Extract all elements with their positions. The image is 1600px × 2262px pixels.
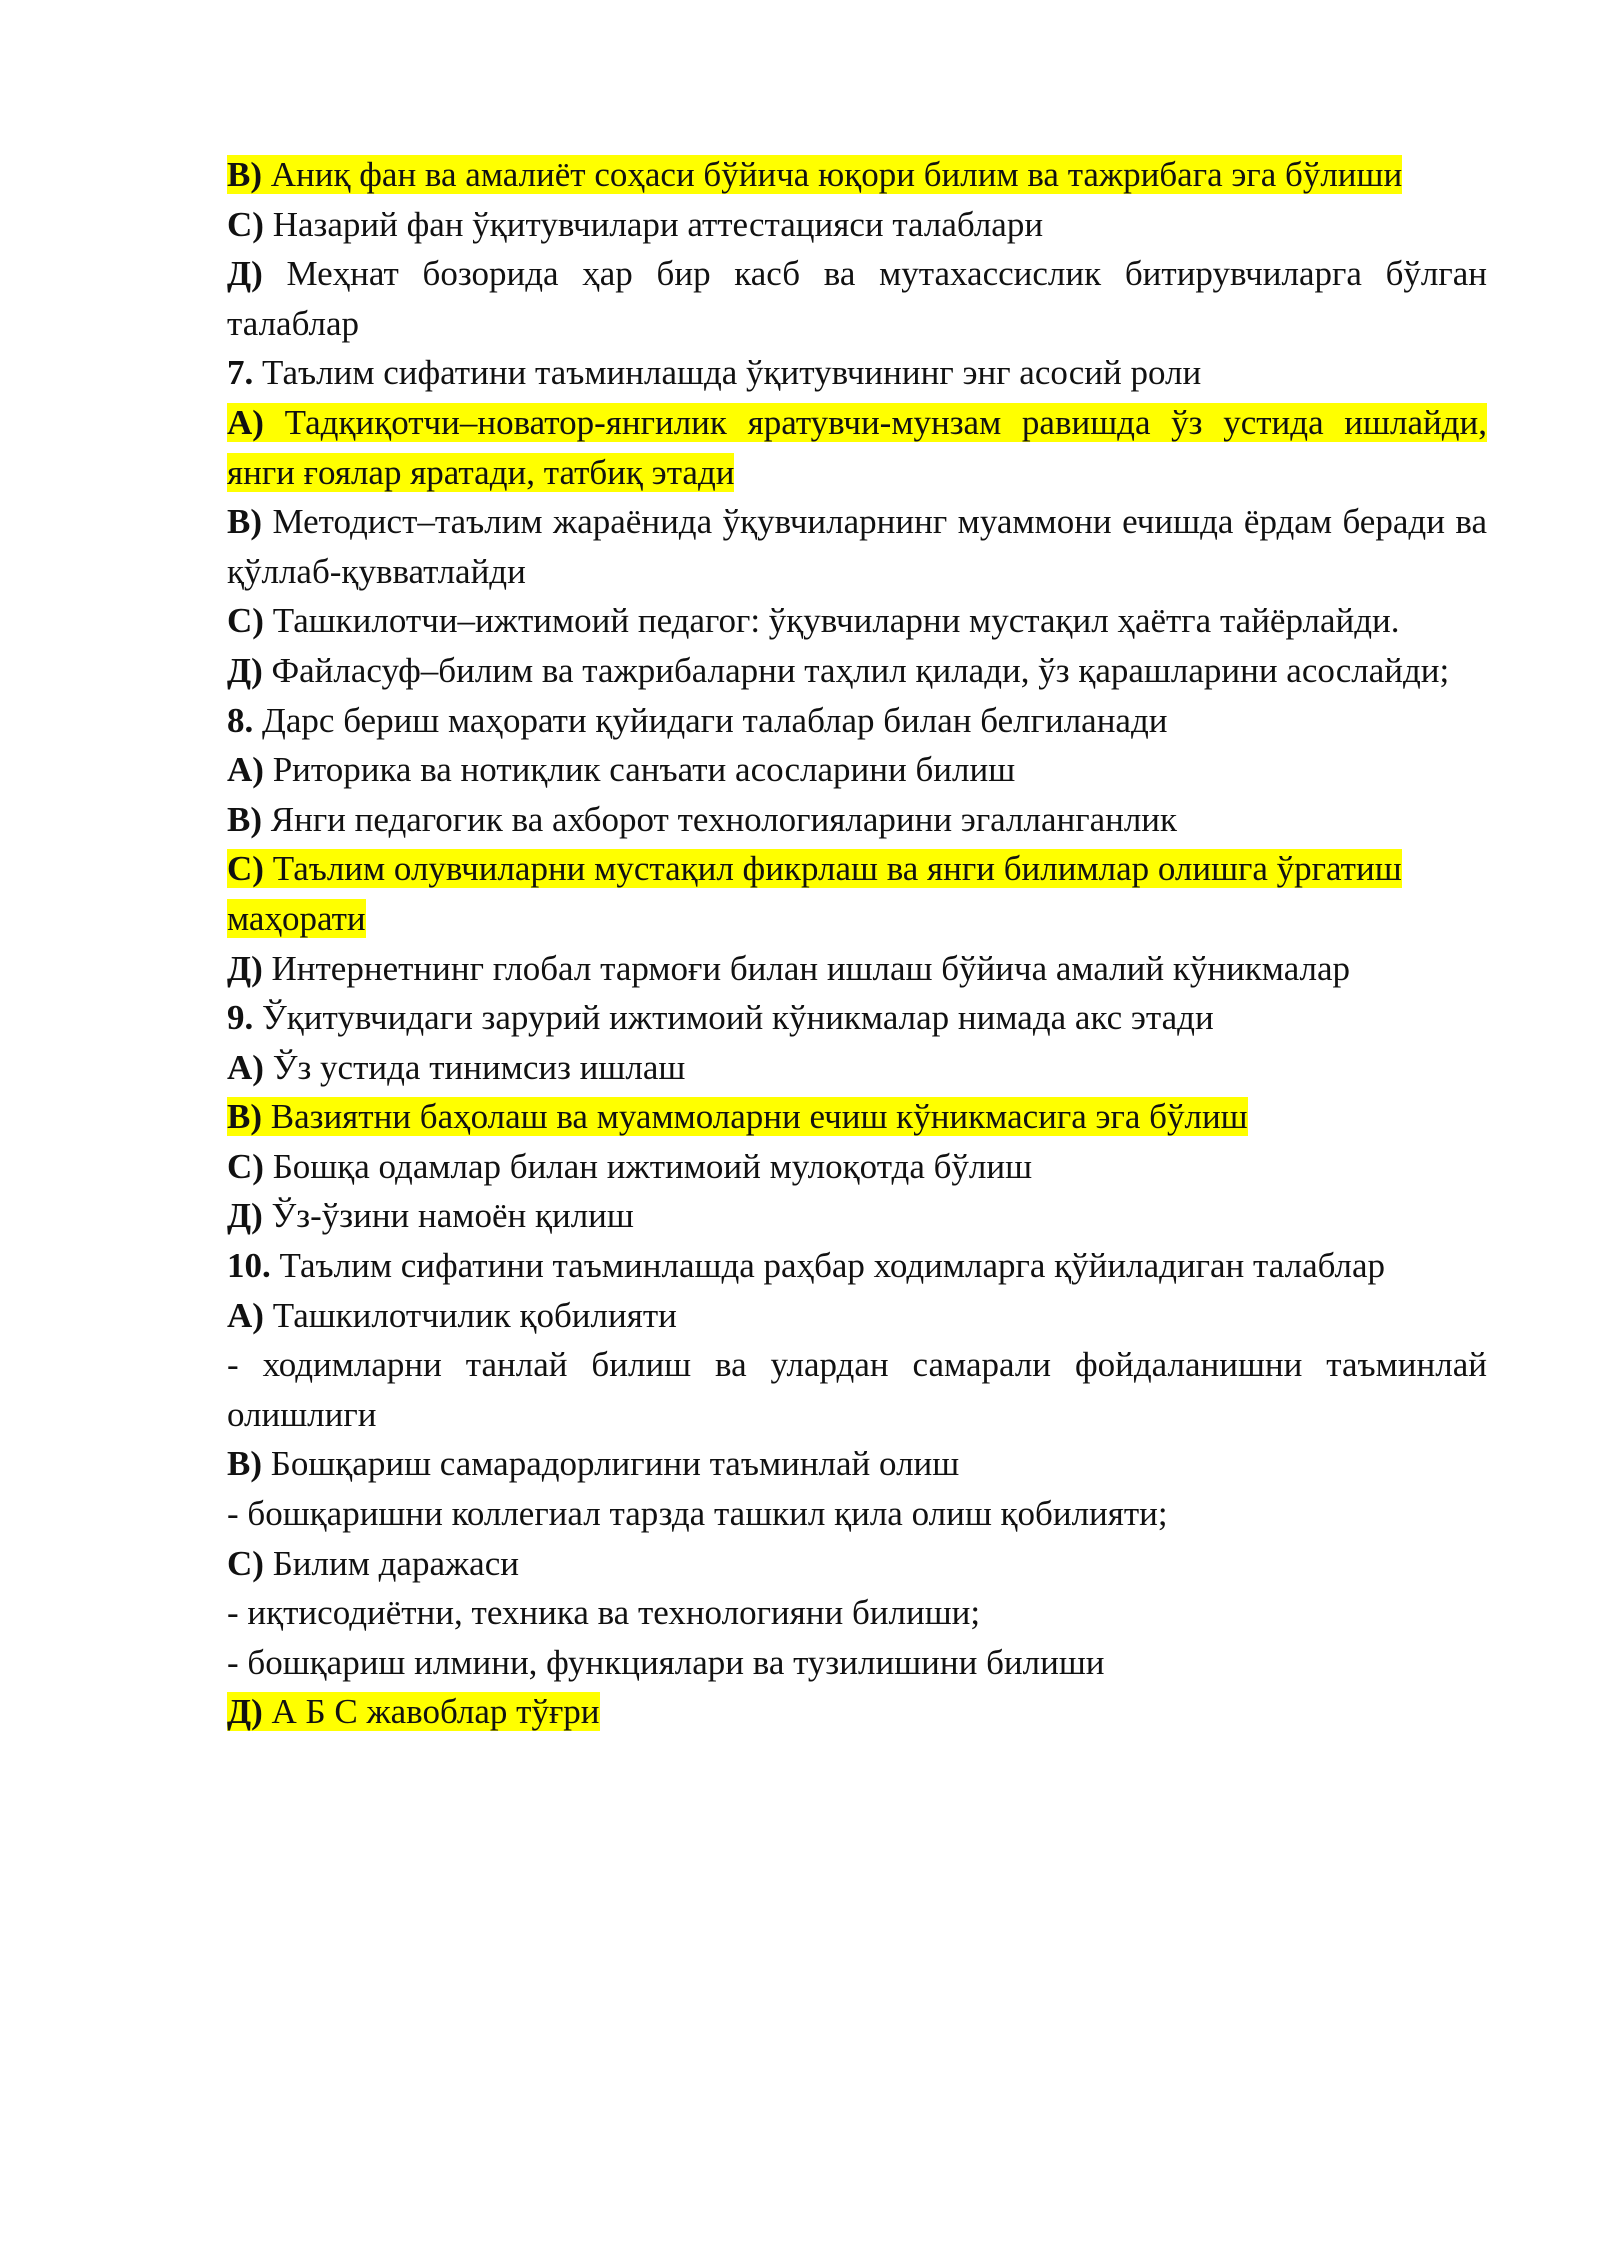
answer-a: А) Риторика ва нотиқлик санъати асосларини билиш [227, 750, 1016, 790]
answer-d: Д) Файласуф–билим ва тажрибаларни таҳлил қилади, ўз қарашларини асослайди; [227, 650, 1450, 690]
answer-c: С) Билим даражаси [227, 1543, 519, 1583]
answer-b-highlighted: В) Вазиятни баҳолаш ва муаммоларни ечиш кўникмасига эга бўлиш [227, 1097, 1248, 1137]
document-page [227, 150, 1487, 1737]
question-9: 9. Ўқитувчидаги зарурий ижтимоий кўникмалар нимада акс этади [227, 998, 1214, 1038]
question-7: 7. Таълим сифатини таъминлашда ўқитувчининг энг асосий роли [227, 353, 1202, 393]
answer-a: А) Ташкилотчилик қобилияти [227, 1295, 677, 1335]
detail-line: - бошқариш илмини, функциялари ва тузилишини билиши [227, 1642, 1105, 1682]
answer-b: В) Янги педагогик ва ахборот технологияларини эгалланганлик [227, 799, 1178, 839]
detail-line: - бошқаришни коллегиал тарзда ташкил қила олиш қобилияти; [227, 1494, 1168, 1534]
detail-line: - иқтисодиётни, техника ва технологияни билиши; [227, 1593, 981, 1633]
answer-d: Д) Интернетнинг глобал тармоғи билан ишлаш бўйича амалий кўникмалар [227, 948, 1351, 988]
answer-a-highlighted: А) Тадқиқотчи–новатор-янгилик яратувчи-мунзам равишда ўз устида ишлайди, янги ғоялар яратади, татбиқ этади [227, 402, 1487, 492]
answer-c-highlighted: С) Таълим олувчиларни мустақил фикрлаш ва янги билимлар олишга ўргатиш маҳорати [227, 849, 1402, 938]
answer-b: В) Бошқариш самарадорлигини таъминлай олиш [227, 1444, 960, 1484]
answer-d: Д) Меҳнат бозорида ҳар бир касб ва мутахассислик битирувчиларга бўлган талаблар [227, 254, 1487, 343]
answer-d-highlighted: Д) А Б С жавоблар тўғри [227, 1692, 600, 1732]
answer-a: А) Ўз устида тинимсиз ишлаш [227, 1047, 686, 1087]
question-8: 8. Дарс бериш маҳорати қуйидаги талаблар билан белгиланади [227, 700, 1168, 740]
answer-c: С) Ташкилотчи–ижтимоий педагог: ўқувчиларни мустақил ҳаётга тайёрлайди. [227, 601, 1400, 641]
answer-c: С) Бошқа одамлар билан ижтимоий мулоқотда бўлиш [227, 1146, 1033, 1186]
question-10: 10. Таълим сифатини таъминлашда раҳбар ходимларга қўйиладиган талаблар [227, 1246, 1386, 1286]
detail-line: - ходимларни танлай билиш ва улардан самарали фойдаланишни таъминлай олишлиги [227, 1345, 1487, 1434]
answer-c: С) Назарий фан ўқитувчилари аттестацияси талаблари [227, 204, 1044, 244]
answer-d: Д) Ўз-ўзини намоён қилиш [227, 1196, 634, 1236]
answer-b-highlighted: В) Аниқ фан ва амалиёт соҳаси бўйича юқори билим ва тажрибага эга бўлиши [227, 155, 1403, 194]
answer-b: В) Методист–таълим жараёнида ўқувчиларнинг муаммони ечишда ёрдам беради ва қўллаб-қувватлайди [227, 502, 1487, 591]
